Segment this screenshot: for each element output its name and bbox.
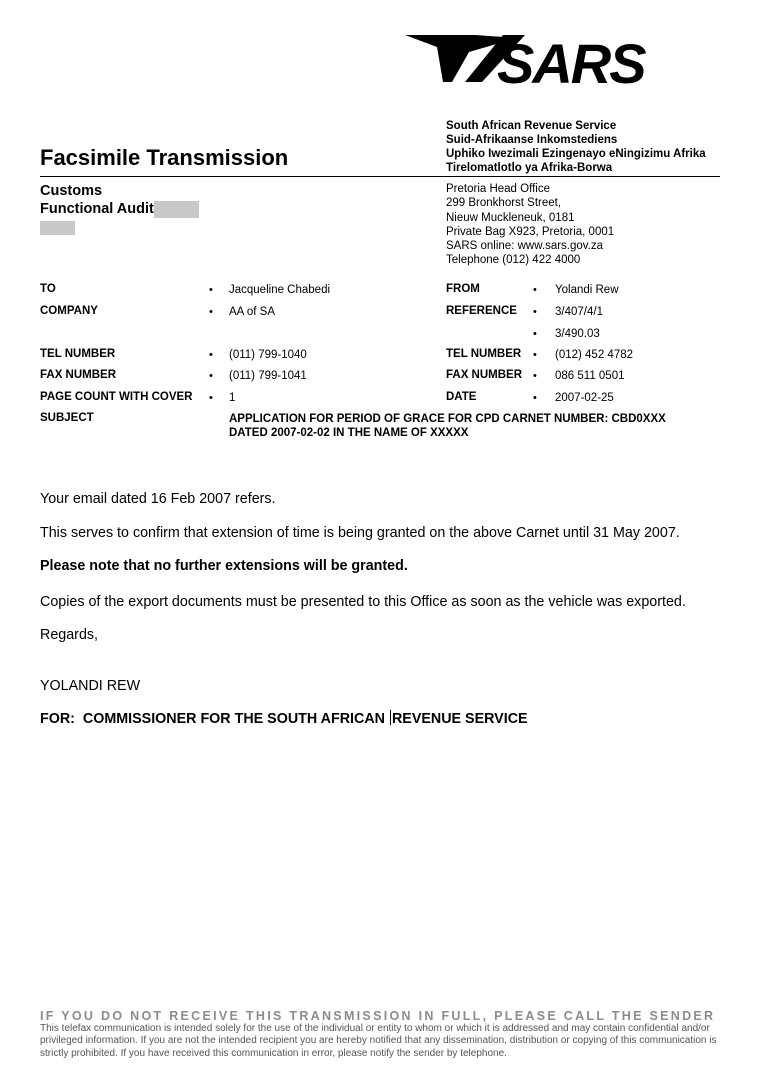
subject-value	[229, 412, 709, 440]
redaction-box	[154, 201, 199, 218]
bullet: •	[209, 306, 213, 318]
closing: Regards,	[40, 627, 99, 643]
org-name-st: Tirelomatlotlo ya Afrika-Borwa	[446, 162, 613, 174]
logo-wordmark: SARS	[497, 32, 645, 90]
bullet: •	[533, 306, 537, 318]
signer-name: YOLANDI REW	[40, 678, 141, 694]
bullet: •	[533, 370, 537, 382]
company-value: AA of SA	[229, 306, 276, 318]
address-line: Private Bag X923, Pretoria, 0001	[446, 225, 615, 238]
page-count-label: PAGE COUNT WITH COVER	[40, 391, 193, 403]
tel-label: TEL NUMBER	[40, 348, 116, 360]
sender-tel-label: TEL NUMBER	[446, 348, 522, 360]
page-count-value: 1	[229, 392, 236, 404]
body-paragraph: Your email dated 16 Feb 2007 refers.	[40, 491, 276, 507]
for-text: REVENUE SERVICE	[391, 711, 528, 727]
header-divider	[40, 176, 720, 177]
address-line: Telephone (012) 422 4000	[446, 254, 581, 267]
reference-label: REFERENCE	[446, 305, 517, 317]
for-text: FOR: COMMISSIONER FOR THE SOUTH AFRICAN	[40, 711, 389, 727]
org-name-zu: Uphiko Iwezimali Ezingenayo eNingizimu Afrika	[446, 148, 706, 160]
footer-disclaimer: This telefax communication is intended solely for the use of the individual or entity to whom or which it is addressed and may contain confidential and/or privileged information. If you are not the intended recipient you are hereby notified that any dissemination, distribution or copying of this communication is strictly prohibited. If you have received this communication in error, please notify the sender by telephone.	[40, 1023, 717, 1059]
address-line: Nieuw Muckleneuk, 0181	[446, 211, 575, 224]
body-notice: Please note that no further extensions will be granted.	[40, 558, 408, 574]
reference-value-2: 3/490.03	[555, 328, 600, 340]
date-label: DATE	[446, 391, 477, 403]
sender-fax-value: 086 511 0501	[555, 370, 625, 382]
sars-logo-icon	[405, 30, 670, 90]
department-name: Customs	[40, 183, 103, 199]
footer-heading: IF YOU DO NOT RECEIVE THIS TRANSMISSION IN FULL, PLEASE CALL THE SENDER	[40, 1009, 716, 1023]
subject-line: APPLICATION FOR PERIOD OF GRACE FOR CPD CARNET NUMBER: CBD0XXX	[229, 413, 666, 425]
address-line: SARS online: www.sars.gov.za	[446, 240, 604, 253]
bullet: •	[533, 328, 537, 340]
office-address	[446, 182, 614, 268]
subject-line: DATED 2007-02-02 IN THE NAME OF XXXXX	[229, 427, 469, 439]
tel-value: (011) 799-1040	[229, 349, 307, 361]
bullet: •	[209, 349, 213, 361]
org-name-af: Suid-Afrikaanse Inkomstediens	[446, 134, 618, 146]
reference-value: 3/407/4/1	[555, 306, 603, 318]
signature-for-line	[40, 710, 528, 727]
body-paragraph: Copies of the export documents must be presented to this Office as soon as the vehicle was exported.	[40, 594, 686, 610]
date-value: 2007-02-25	[555, 392, 614, 404]
redaction-box	[40, 221, 75, 235]
bullet: •	[209, 392, 213, 404]
fax-label: FAX NUMBER	[40, 369, 117, 381]
org-name-en: South African Revenue Service	[446, 120, 617, 132]
organization-names	[446, 119, 706, 175]
department-block	[40, 182, 199, 236]
to-value: Jacqueline Chabedi	[229, 284, 331, 296]
sars-logo	[405, 30, 670, 90]
body-paragraph: This serves to confirm that extension of time is being granted on the above Carnet until 31 May 2007.	[40, 525, 680, 541]
department-unit: Functional Audit	[40, 201, 154, 217]
to-label: TO	[40, 283, 56, 295]
from-value: Yolandi Rew	[555, 284, 619, 296]
bullet: •	[533, 349, 537, 361]
bullet: •	[209, 284, 213, 296]
bullet: •	[209, 370, 213, 382]
bullet: •	[533, 284, 537, 296]
fax-value: (011) 799-1041	[229, 370, 307, 382]
text-cursor	[390, 710, 391, 725]
bullet: •	[533, 392, 537, 404]
page-title: Facsimile Transmission	[40, 145, 289, 170]
sender-tel-value: (012) 452 4782	[555, 349, 634, 361]
from-label: FROM	[446, 283, 480, 295]
sender-fax-label: FAX NUMBER	[446, 369, 523, 381]
address-line: 299 Bronkhorst Street,	[446, 197, 562, 210]
subject-label: SUBJECT	[40, 412, 94, 424]
address-line: Pretoria Head Office	[446, 183, 550, 195]
company-label: COMPANY	[40, 305, 98, 317]
